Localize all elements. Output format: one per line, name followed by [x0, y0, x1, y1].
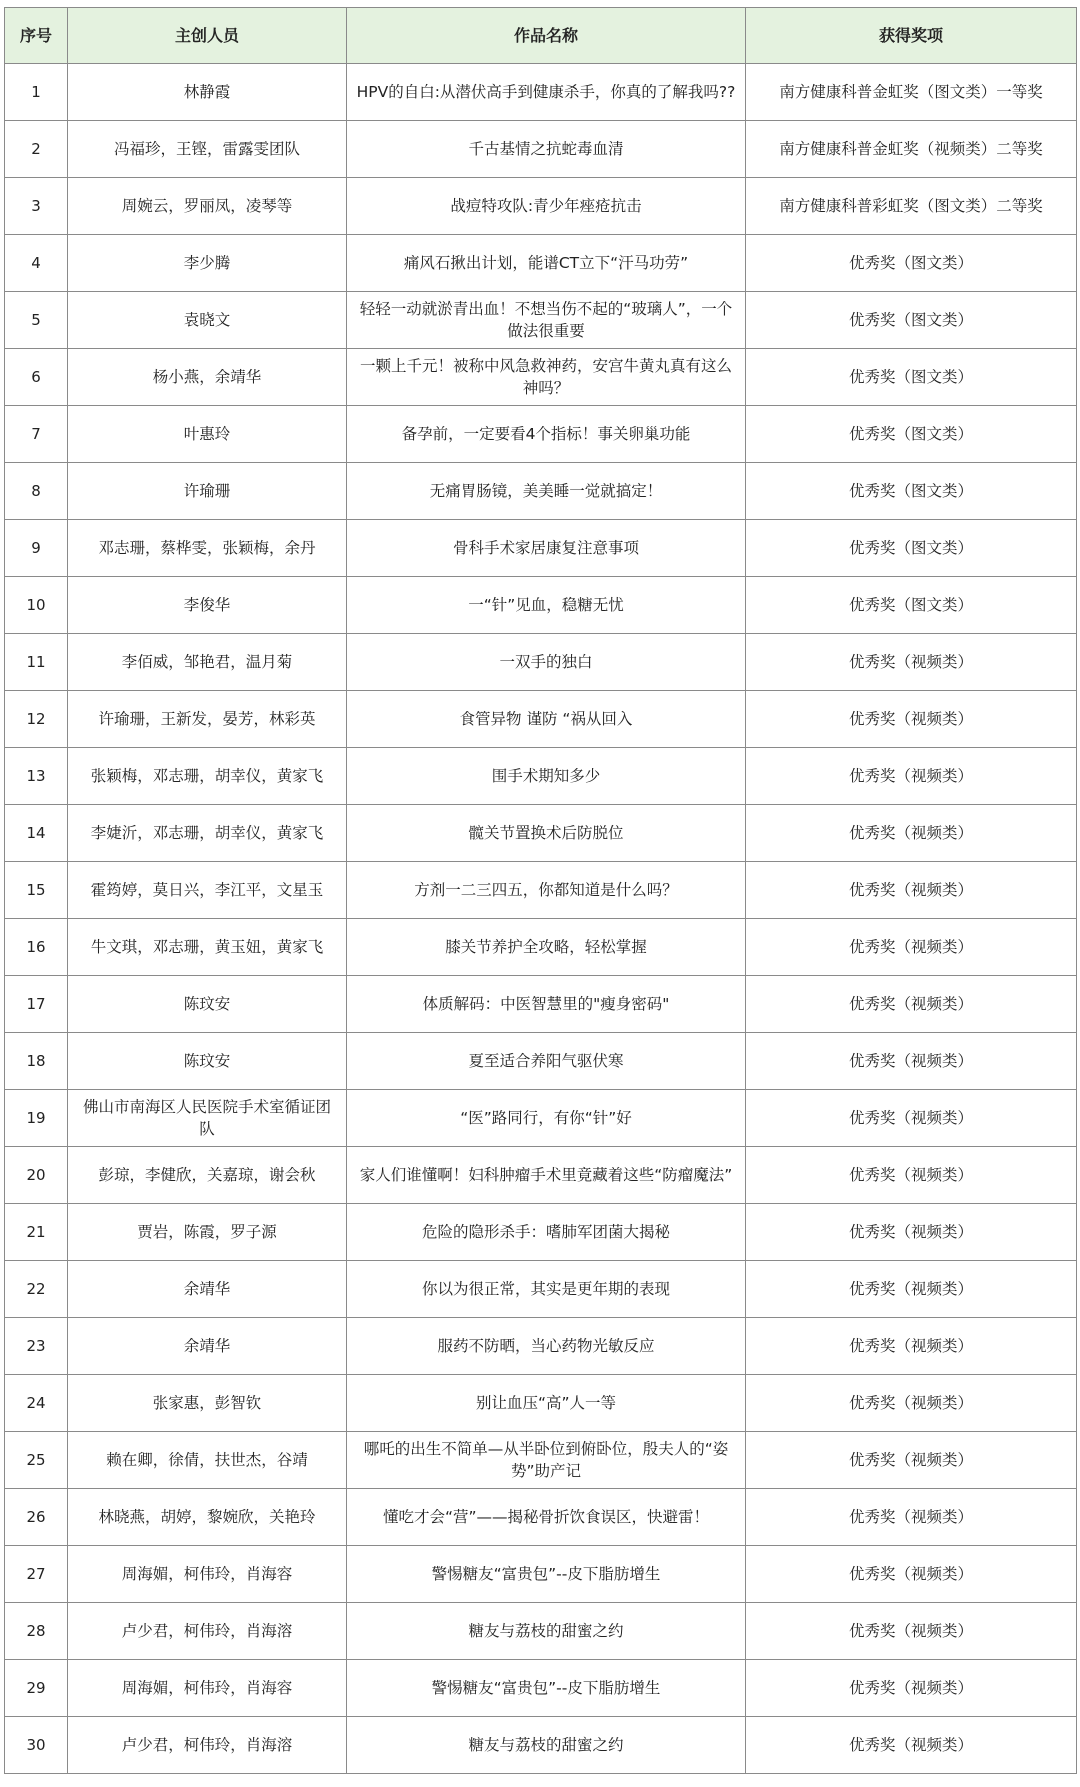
cell-work-title: 别让血压“高”人一等	[347, 1375, 746, 1432]
cell-work-title: 懂吃才会“营”——揭秘骨折饮食误区，快避雷！	[347, 1489, 746, 1546]
cell-creators: 周婉云，罗丽凤，凌琴等	[68, 178, 347, 235]
cell-creators: 卢少君，柯伟玲，肖海溶	[68, 1603, 347, 1660]
cell-creators: 许瑜珊	[68, 463, 347, 520]
cell-work-title: 一双手的独白	[347, 634, 746, 691]
cell-work-title: 你以为很正常，其实是更年期的表现	[347, 1261, 746, 1318]
cell-award: 优秀奖（视频类）	[746, 691, 1077, 748]
cell-creators: 贾岩，陈霞，罗子源	[68, 1204, 347, 1261]
cell-award: 优秀奖（视频类）	[746, 1147, 1077, 1204]
cell-work-title: 警惕糖友“富贵包”--皮下脂肪增生	[347, 1546, 746, 1603]
cell-index: 3	[5, 178, 68, 235]
cell-award: 南方健康科普金虹奖（图文类）一等奖	[746, 64, 1077, 121]
table-row	[5, 121, 1077, 178]
cell-index: 28	[5, 1603, 68, 1660]
cell-work-title: 轻轻一动就淤青出血！不想当伤不起的“玻璃人”，一个做法很重要	[347, 292, 746, 349]
header-award: 获得奖项	[746, 8, 1077, 64]
cell-award: 优秀奖（视频类）	[746, 1546, 1077, 1603]
cell-award: 优秀奖（视频类）	[746, 1033, 1077, 1090]
table-row	[5, 1147, 1077, 1204]
table-row	[5, 862, 1077, 919]
cell-award: 优秀奖（视频类）	[746, 1489, 1077, 1546]
cell-award: 优秀奖（视频类）	[746, 634, 1077, 691]
cell-creators: 张家惠，彭智钦	[68, 1375, 347, 1432]
cell-index: 18	[5, 1033, 68, 1090]
cell-award: 南方健康科普金虹奖（视频类）二等奖	[746, 121, 1077, 178]
table-row	[5, 634, 1077, 691]
cell-index: 4	[5, 235, 68, 292]
cell-work-title: 骨科手术家居康复注意事项	[347, 520, 746, 577]
table-row	[5, 1489, 1077, 1546]
table-row	[5, 64, 1077, 121]
cell-index: 26	[5, 1489, 68, 1546]
award-table	[4, 7, 1077, 1774]
cell-creators: 林静霞	[68, 64, 347, 121]
cell-award: 优秀奖（视频类）	[746, 748, 1077, 805]
table-row	[5, 1432, 1077, 1489]
cell-creators: 袁晓文	[68, 292, 347, 349]
table-row	[5, 406, 1077, 463]
cell-work-title: 夏至适合养阳气驱伏寒	[347, 1033, 746, 1090]
cell-index: 30	[5, 1717, 68, 1774]
cell-creators: 赖在卿，徐倩，扶世杰，谷靖	[68, 1432, 347, 1489]
cell-index: 19	[5, 1090, 68, 1147]
cell-award: 优秀奖（视频类）	[746, 1432, 1077, 1489]
cell-index: 25	[5, 1432, 68, 1489]
cell-index: 9	[5, 520, 68, 577]
cell-creators: 李佰威，邹艳君，温月菊	[68, 634, 347, 691]
cell-award: 优秀奖（视频类）	[746, 976, 1077, 1033]
cell-award: 优秀奖（图文类）	[746, 235, 1077, 292]
table-body	[5, 64, 1077, 1774]
cell-award: 优秀奖（视频类）	[746, 1660, 1077, 1717]
cell-index: 22	[5, 1261, 68, 1318]
cell-index: 8	[5, 463, 68, 520]
table-header	[5, 8, 1077, 64]
cell-creators: 佛山市南海区人民医院手术室循证团队	[68, 1090, 347, 1147]
cell-work-title: “医”路同行，有你“针”好	[347, 1090, 746, 1147]
cell-work-title: 服药不防晒，当心药物光敏反应	[347, 1318, 746, 1375]
table-row	[5, 691, 1077, 748]
cell-award: 优秀奖（视频类）	[746, 1204, 1077, 1261]
cell-work-title: 糖友与荔枝的甜蜜之约	[347, 1717, 746, 1774]
table-row	[5, 577, 1077, 634]
cell-creators: 杨小燕，余靖华	[68, 349, 347, 406]
cell-award: 优秀奖（视频类）	[746, 919, 1077, 976]
cell-creators: 冯福珍，王铿，雷露雯团队	[68, 121, 347, 178]
cell-work-title: 家人们谁懂啊！妇科肿瘤手术里竟藏着这些“防瘤魔法”	[347, 1147, 746, 1204]
cell-index: 14	[5, 805, 68, 862]
cell-index: 23	[5, 1318, 68, 1375]
table-row	[5, 292, 1077, 349]
cell-creators: 李俊华	[68, 577, 347, 634]
cell-index: 6	[5, 349, 68, 406]
cell-work-title: HPV的自白:从潜伏高手到健康杀手，你真的了解我吗??	[347, 64, 746, 121]
cell-work-title: 警惕糖友“富贵包”--皮下脂肪增生	[347, 1660, 746, 1717]
cell-index: 17	[5, 976, 68, 1033]
cell-work-title: 一“针”见血，稳糖无忧	[347, 577, 746, 634]
table-row	[5, 463, 1077, 520]
table-row	[5, 178, 1077, 235]
cell-creators: 陈玟安	[68, 976, 347, 1033]
cell-award: 优秀奖（图文类）	[746, 406, 1077, 463]
cell-creators: 叶惠玲	[68, 406, 347, 463]
table-row	[5, 1603, 1077, 1660]
table-row	[5, 1318, 1077, 1375]
table-row	[5, 349, 1077, 406]
table-row	[5, 919, 1077, 976]
cell-index: 11	[5, 634, 68, 691]
cell-award: 优秀奖（视频类）	[746, 862, 1077, 919]
header-creators: 主创人员	[68, 8, 347, 64]
cell-index: 2	[5, 121, 68, 178]
table-row	[5, 1660, 1077, 1717]
cell-creators: 彭琼，李健欣，关嘉琼，谢会秋	[68, 1147, 347, 1204]
cell-creators: 余靖华	[68, 1261, 347, 1318]
cell-work-title: 食管异物 谨防 “祸从回入	[347, 691, 746, 748]
cell-index: 29	[5, 1660, 68, 1717]
table-row	[5, 235, 1077, 292]
cell-work-title: 战痘特攻队:青少年痤疮抗击	[347, 178, 746, 235]
table-row	[5, 520, 1077, 577]
cell-index: 1	[5, 64, 68, 121]
cell-index: 16	[5, 919, 68, 976]
cell-index: 7	[5, 406, 68, 463]
cell-award: 优秀奖（视频类）	[746, 1603, 1077, 1660]
cell-award: 优秀奖（视频类）	[746, 1318, 1077, 1375]
cell-index: 20	[5, 1147, 68, 1204]
cell-award: 优秀奖（视频类）	[746, 805, 1077, 862]
table-row	[5, 1717, 1077, 1774]
cell-creators: 许瑜珊，王新发，晏芳，林彩英	[68, 691, 347, 748]
cell-creators: 周海媚，柯伟玲，肖海容	[68, 1546, 347, 1603]
cell-award: 优秀奖（图文类）	[746, 349, 1077, 406]
cell-work-title: 无痛胃肠镜，美美睡一觉就搞定！	[347, 463, 746, 520]
table-row	[5, 1090, 1077, 1147]
cell-creators: 邓志珊，蔡桦雯，张颖梅，余丹	[68, 520, 347, 577]
cell-work-title: 膝关节养护全攻略，轻松掌握	[347, 919, 746, 976]
cell-work-title: 一颗上千元！被称中风急救神药，安宫牛黄丸真有这么神吗？	[347, 349, 746, 406]
cell-work-title: 哪吒的出生不简单—从半卧位到俯卧位，殷夫人的“姿势”助产记	[347, 1432, 746, 1489]
cell-work-title: 备孕前，一定要看4个指标！事关卵巢功能	[347, 406, 746, 463]
table-row	[5, 1033, 1077, 1090]
cell-index: 13	[5, 748, 68, 805]
cell-creators: 陈玟安	[68, 1033, 347, 1090]
cell-index: 27	[5, 1546, 68, 1603]
table-row	[5, 805, 1077, 862]
cell-index: 21	[5, 1204, 68, 1261]
cell-work-title: 方剂一二三四五，你都知道是什么吗？	[347, 862, 746, 919]
table-row	[5, 748, 1077, 805]
cell-work-title: 危险的隐形杀手：嗜肺军团菌大揭秘	[347, 1204, 746, 1261]
cell-work-title: 围手术期知多少	[347, 748, 746, 805]
cell-creators: 霍筠婷，莫日兴，李江平，文星玉	[68, 862, 347, 919]
cell-index: 10	[5, 577, 68, 634]
cell-index: 15	[5, 862, 68, 919]
cell-award: 优秀奖（视频类）	[746, 1090, 1077, 1147]
cell-award: 优秀奖（图文类）	[746, 520, 1077, 577]
cell-creators: 张颖梅，邓志珊，胡幸仪，黄家飞	[68, 748, 347, 805]
cell-award: 优秀奖（视频类）	[746, 1261, 1077, 1318]
cell-award: 南方健康科普彩虹奖（图文类）二等奖	[746, 178, 1077, 235]
cell-work-title: 体质解码：中医智慧里的"瘦身密码"	[347, 976, 746, 1033]
header-work-title: 作品名称	[347, 8, 746, 64]
cell-creators: 余靖华	[68, 1318, 347, 1375]
cell-index: 24	[5, 1375, 68, 1432]
table-row	[5, 1204, 1077, 1261]
table-row	[5, 1546, 1077, 1603]
cell-creators: 卢少君，柯伟玲，肖海溶	[68, 1717, 347, 1774]
table-row	[5, 1261, 1077, 1318]
cell-work-title: 千古基情之抗蛇毒血清	[347, 121, 746, 178]
cell-award: 优秀奖（图文类）	[746, 292, 1077, 349]
cell-award: 优秀奖（视频类）	[746, 1717, 1077, 1774]
cell-work-title: 痛风石揪出计划，能谱CT立下“汗马功劳”	[347, 235, 746, 292]
table-row	[5, 1375, 1077, 1432]
cell-creators: 李婕沂，邓志珊，胡幸仪，黄家飞	[68, 805, 347, 862]
cell-creators: 林晓燕，胡婷，黎婉欣，关艳玲	[68, 1489, 347, 1546]
cell-index: 12	[5, 691, 68, 748]
table-row	[5, 976, 1077, 1033]
cell-work-title: 糖友与荔枝的甜蜜之约	[347, 1603, 746, 1660]
cell-award: 优秀奖（视频类）	[746, 1375, 1077, 1432]
cell-work-title: 髋关节置换术后防脱位	[347, 805, 746, 862]
cell-creators: 李少腾	[68, 235, 347, 292]
header-row	[5, 8, 1077, 64]
cell-award: 优秀奖（图文类）	[746, 577, 1077, 634]
header-index: 序号	[5, 8, 68, 64]
cell-creators: 周海媚，柯伟玲，肖海容	[68, 1660, 347, 1717]
cell-index: 5	[5, 292, 68, 349]
cell-creators: 牛文琪，邓志珊，黄玉妞，黄家飞	[68, 919, 347, 976]
cell-award: 优秀奖（图文类）	[746, 463, 1077, 520]
